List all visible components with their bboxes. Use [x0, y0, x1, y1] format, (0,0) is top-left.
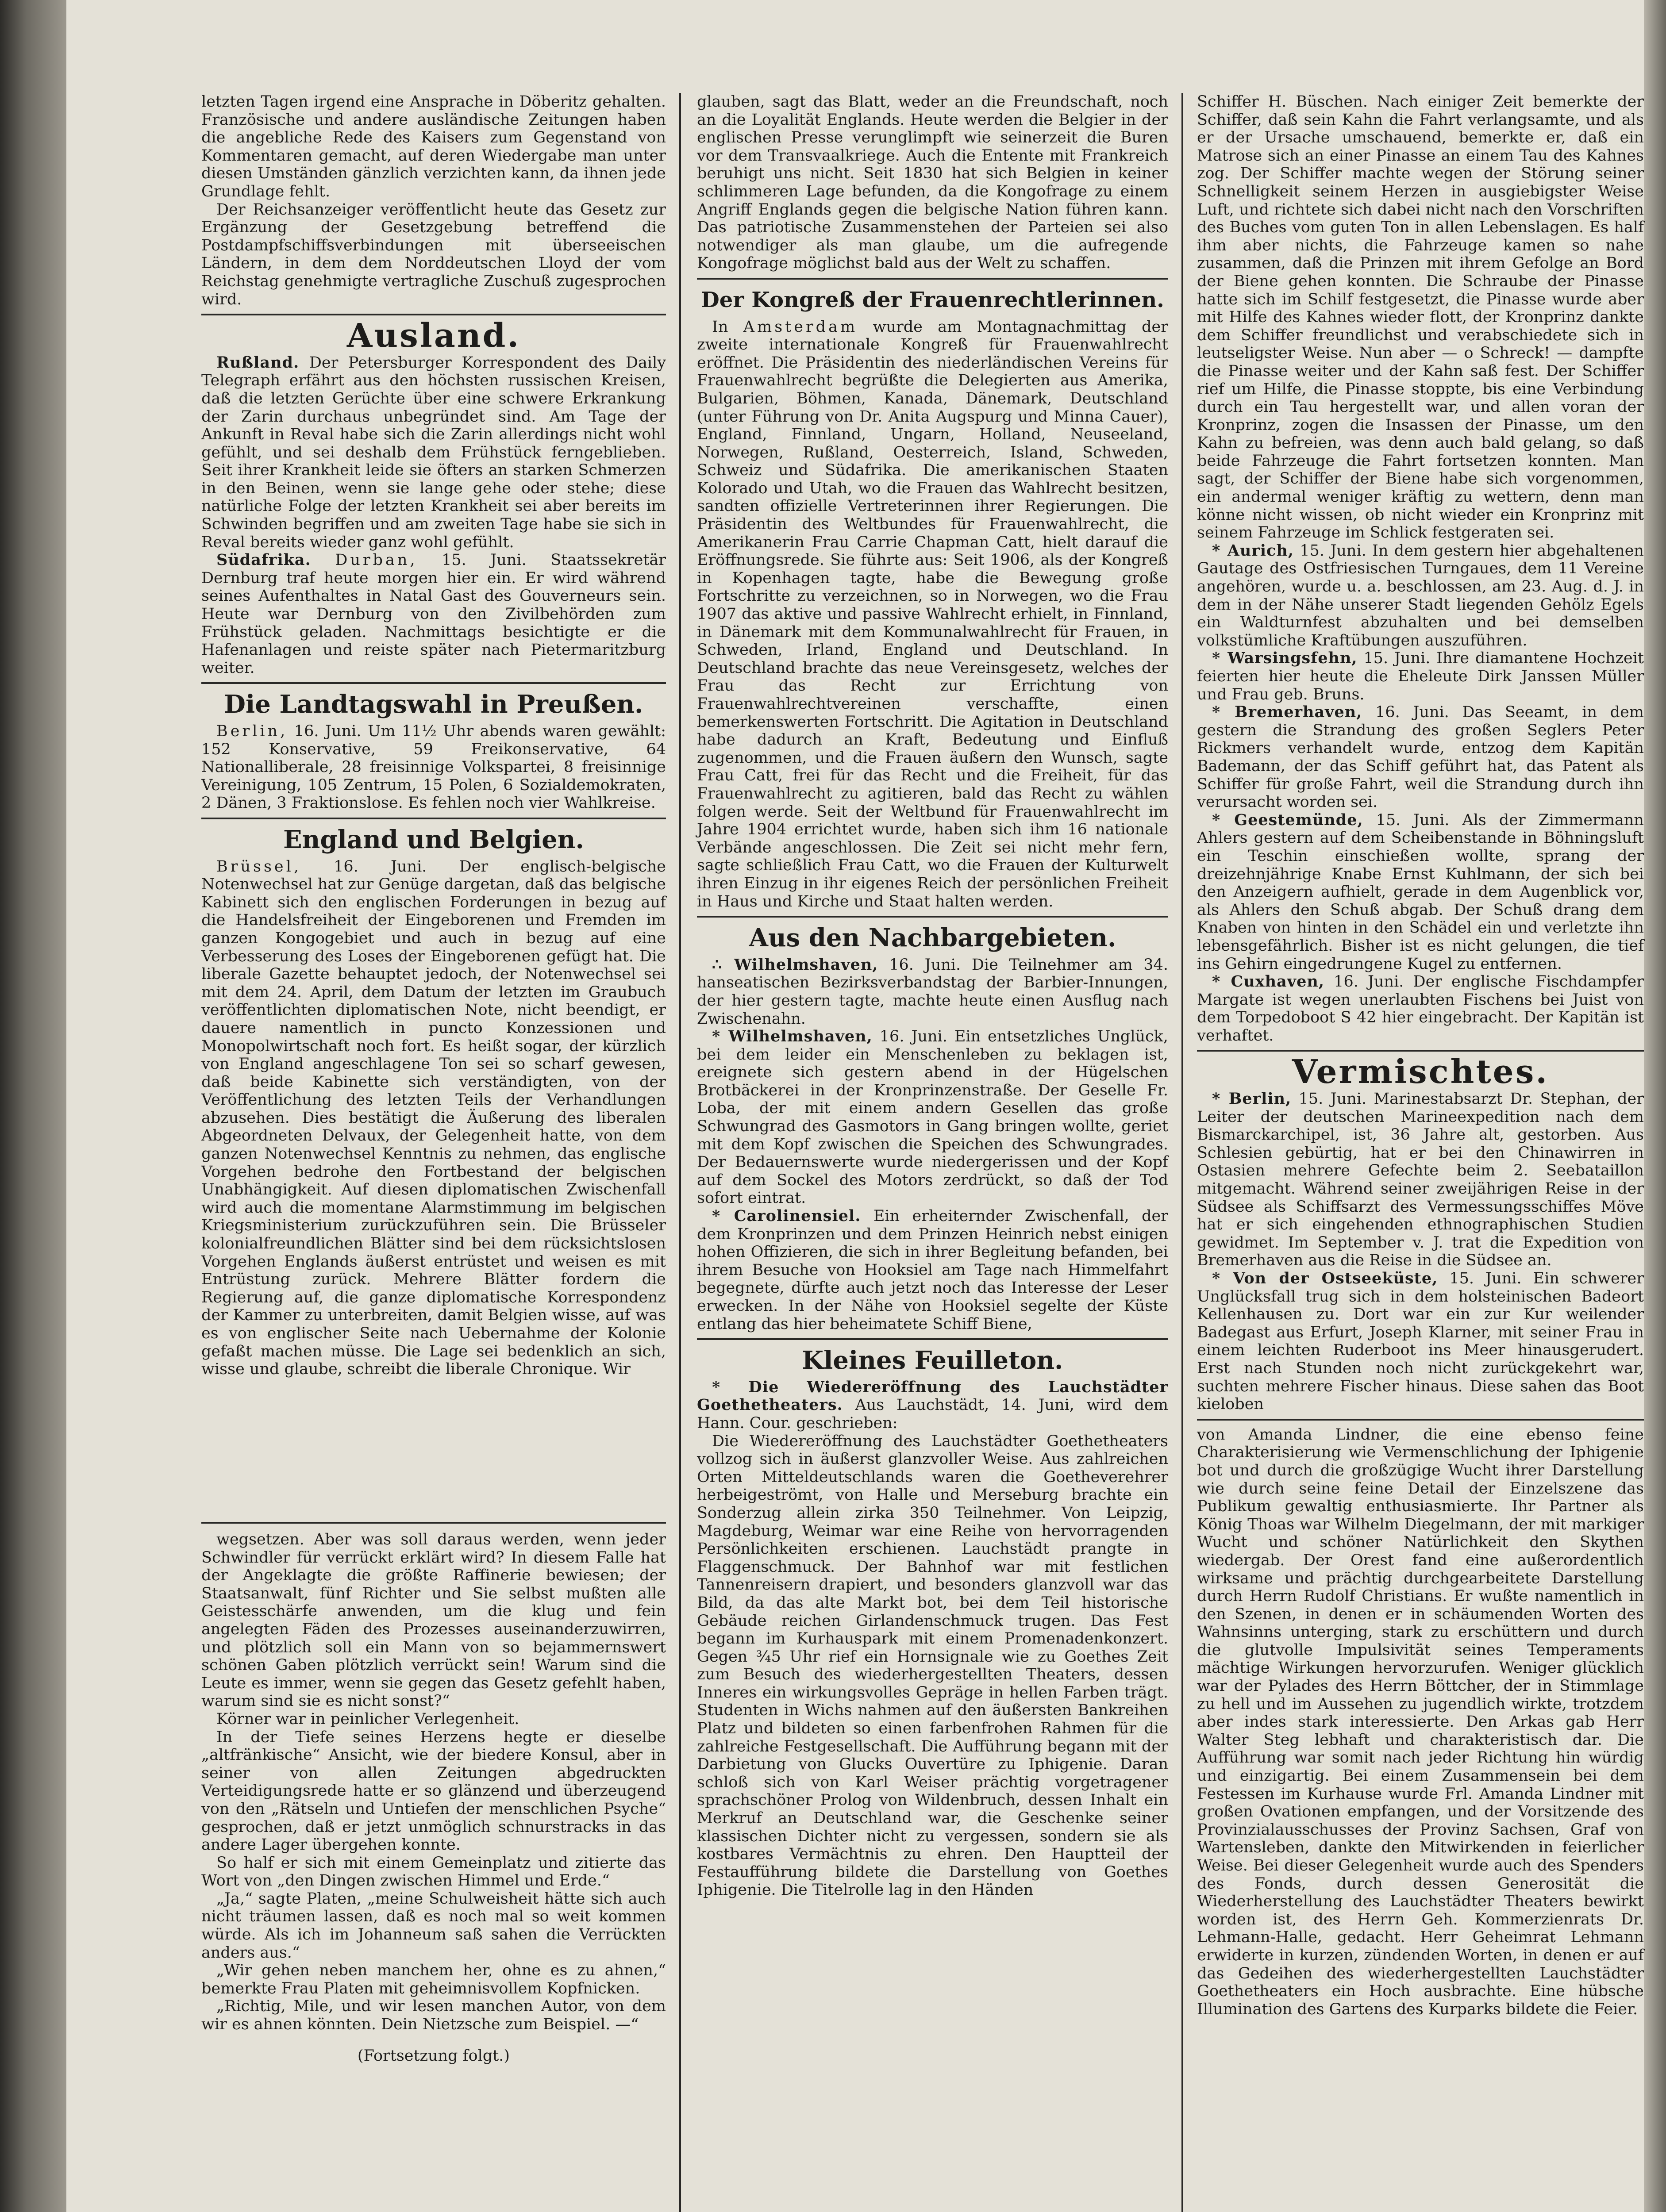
article-text: 15. Juni. Als der Zimmermann Ahlers gestern auf dem Scheibenstande in Böhningsluft ein Teschin einschießen wollte, sprang der dreizehnjährige Knabe Ernst Kuhlmann, der sich bei den Anzeigern aufhielt, gerade in dem Augenblick vor, als Ahlers den Schuß abgab. Der Schuß drang dem Knaben von hinten in den Schädel ein und verletzte ihn lebensgefährlich. Bisher ist es nicht gelungen, die tief ins Gehirn eingedrungene Kugel zu entfernen.	[1197, 811, 1644, 973]
article-text: 16. Juni. Der englisch-belgische Notenwechsel hat zur Genüge dargetan, daß das belgische Kabinett sich den englischen Forderungen in bezug auf die Handelsfreiheit der Eingeborenen und Fremden im ganzen Kongogebiet und auch in bezug auf eine Verbesserung des Loses der Eingeborenen gefügt hat. Die liberale Gazette behauptet jedoch, der Notenwechsel sei mit dem 24. April, dem Datum der letzten im Graubuch veröffentlichten diplomatischen Note, nicht beendigt, er dauere namentlich in puncto Konzessionen und Monopolwirtschaft noch fort. Es heißt sogar, der kürzlich von England angeschlagene Ton sei so scharf gewesen, daß beide Kabinette sich verständigten, von der Veröffentlichung des letzten Teils der Verhandlungen abzusehen. Dies bestätigt die Äußerung des liberalen Abgeordneten Delvaux, der Gelegenheit hatte, von dem ganzen Notenwechsel Kenntnis zu nehmen, das englische Vorgehen bedrohe den Fortbestand der belgischen Unabhängigkeit. Auf diesen diplomatischen Zwischenfall wird auch die momentane Alarmstimmung im belgischen Kriegsministerium zurückzuführen sein. Die Brüsseler kolonialfreundlichen Blätter sind bei dem rücksichtslosen Vorgehen Englands äußerst entrüstet und weisen es mit Entrüstung zurück. Mehrere Blätter fordern die Regierung auf, die ganze diplomatische Korrespondenz der Kammer zu unterbreiten, damit Belgien wisse, auf was es von englischer Seite nach Uebernahme der Kolonie gefaßt machen müsse. Die Lage sei bedenklich an sich, wisse und glaube, schreibt die liberale Chronique. Wir	[201, 857, 666, 1379]
article-text: 16. Juni. Um 11½ Uhr abends waren gewählt: 152 Konservative, 59 Freikonservative, 64 Nationalliberale, 28 freisinnige Volkspartei, 8 freisinnige Vereinigung, 105 Zentrum, 15 Polen, 6 Sozialdemokraten, 2 Dänen, 3 Fraktionslose. Es fehlen noch vier Wahlkreise.	[201, 722, 666, 812]
novel-paragraph: In der Tiefe seines Herzens hegte er dieselbe „altfränkische“ Ansicht, wie der biedere Konsul, aber in seiner von allen Zeitungen abgedruckten Verteidigungsrede hatte er so glänzend und überzeugend von den „Rätseln und Untiefen der menschlichen Psyche“ gesprochen, daß er jetzt unmöglich schnurstracks in das andere Lager übergehen konnte.	[201, 1728, 666, 1854]
article-text: 15. Juni. Staatssekretär Dernburg traf heute morgen hier ein. Er wird während seines Aufenthaltes in Natal Gast des Gouverneurs sein. Heute war Dernburg von den Zivilbehörden zum Frühstück geladen. Nachmittags besichtigte er die Hafenanlagen und reiste später nach Pietermaritzburg weiter.	[201, 551, 666, 677]
article-lead: * Die Wiedereröffnung des Lauchstädter Goethetheaters.	[697, 1378, 1168, 1414]
divider	[697, 916, 1168, 918]
column-3	[1197, 93, 1644, 2018]
divider	[697, 278, 1168, 280]
novel-paragraph: So half er sich mit einem Gemeinplatz und zitierte das Wort von „den Dingen zwischen Himmel und Erde.“	[201, 1854, 666, 1890]
page-fold	[1644, 0, 1666, 2212]
article-lead: ∴ Wilhelmshaven,	[712, 955, 878, 974]
article-text: Schiffer H. Büschen. Nach einiger Zeit bemerkte der Schiffer, daß sein Kahn die Fahrt verlangsamte, und als er der Ursache umschauend, bemerkte er, daß ein Matrose sich an einer Pinasse an einem Tau des Kahnes zog. Der Schiffer machte wegen der Störung seiner Schnelligkeit seinem Herzen in ausgiebigster Weise Luft, und richtete sich dabei nicht nach den Vorschriften des Buches vom guten Ton in allen Lebenslagen. Es half ihm aber nichts, die Fahrzeuge kamen so nahe zusammen, daß die Prinzen mit ihrem Gefolge an Bord der Biene gehen konnten. Die Schraube der Pinasse hatte sich im Schilf festgesetzt, die Pinasse wurde aber mit Hilfe des Kahnes wieder flott, der Kronprinz dankte dem Schiffer freundlichst und verabschiedete sich in leutseligster Weise. Nun aber — o Schreck! — dampfte die Pinasse weiter und der Kahn saß fest. Der Schiffer rief um Hilfe, die Pinasse stoppte, bis eine Verbindung durch ein Tau hergestellt war, und allen voran der Kronprinz, zogen die Insassen der Pinasse, um den Kahn zu befreien, was denn auch bald gelang, so daß beide Fahrzeuge die Fahrt fortsetzen konnten. Man sagt, der Schiffer der Biene habe sich vorgenommen, ein andermal weniger kräftig zu wettern, denn man könne nicht wissen, ob nicht wieder ein Kronprinz mit seinem Fahrzeuge im Schlick festgeraten sei.	[1197, 93, 1644, 542]
article-place: Amsterdam	[743, 318, 858, 336]
article-text: 15. Juni. In dem gestern hier abgehaltenen Gautage des Ostfriesischen Turngaues, dem 11 Vereine angehören, wurde u. a. beschlossen, am 23. Aug. d. J. in dem in der Nähe unserer Stadt liegenden Gehölz Egels ein Waldturnfest abzuhalten und bei demselben volkstümliche Kraftübungen auszuführen.	[1197, 541, 1644, 649]
feuilleton-continuation: von Amanda Lindner, die eine ebenso feine Charakterisierung wie Vermenschlichung der Iphigenie bot und durch die großzügige Wucht ihrer Darstellung wie durch seine feine Detail der Einzelszene das Publikum gewaltig enthusiasmierte. Ihr Partner als König Thoas war Wilhelm Diegelmann, der mit markiger Wucht und schöner Natürlichkeit den Skythen wiedergab. Der Orest fand eine außerordentlich wirksame und prächtig durchgearbeitete Darstellung durch Herrn Rudolf Christians. Er wußte namentlich in den Szenen, in denen er in schäumenden Worten des Wahnsinns unterging, stark zu erschüttern und durch die glutvolle Impulsivität seines Temperaments mächtige Wirkungen hervorzurufen. Weniger glücklich war der Pylades des Herrn Böttcher, der in Stimmlage zu hell und im Aussehen zu jugendlich wirkte, trotzdem aber indes stark interessierte. Den Arkas gab Herr Walter Steg lebhaft und charakteristisch dar. Die Aufführung war somit nach jeder Richtung hin würdig und einzigartig. Bei einem Zusammensein bei dem Festessen im Kurhause wurde Frl. Amanda Lindner mit großen Ovationen empfangen, und der Vorsitzende des Provinzialausschusses der Provinz Sachsen, Graf von Wartensleben, dankte den Mitwirkenden in feierlicher Weise. Bei dieser Gelegenheit wurde auch des Spenders des Fonds, durch dessen Generosität die Wiederherstellung des Lauchstädter Theaters bewirkt worden ist, des Herrn Geh. Kommerzienrats Dr. Lehmann-Halle, gedacht. Herr Geheimrat Lehmann erwiderte in kurzen, zündenden Worten, in denen er auf das Gedeihen des wiederhergestellten Lauchstädter Goethetheaters ein Hoch ausbrachte. Eine hübsche Illumination des Gartens des Kurparks bildete die Feier.	[1197, 1425, 1644, 2018]
divider	[1197, 1419, 1644, 1421]
divider	[1197, 1050, 1644, 1052]
article-lead: * Bremerhaven,	[1212, 703, 1362, 722]
article-lead: * Cuxhaven,	[1212, 972, 1325, 991]
article-text: Der Petersburger Korrespondent des Daily Telegraph erfährt aus den höchsten russischen Kreisen, daß die letzten Gerüchte über eine schwere Erkrankung der Zarin durchaus unbegründet sind. Am Tage der Ankunft in Reval habe sich die Zarin allerdings nicht wohl gefühlt, und sei deshalb dem Frühstück ferngeblieben. Seit ihrer Krankheit leide sie öfters an starken Schmerzen in den Beinen, wenn sie lange gehe oder stehe; diese natürliche Folge der letzten Krankheit sei aber bereits im Schwinden begriffen und am zweiten Tage habe sie sich in Reval bereits wieder ganz wohl gefühlt.	[201, 353, 666, 551]
article-lead: * Carolinensiel.	[712, 1207, 861, 1225]
article-place: Berlin,	[216, 722, 288, 740]
column-rule	[1181, 93, 1183, 2212]
article-lead: * Berlin,	[1212, 1090, 1292, 1108]
serial-novel	[201, 1531, 666, 2065]
article-text: Die Wiedereröffnung des Lauchstädter Goethetheaters vollzog sich in äußerst glanzvoller Weise. Aus zahlreichen Orten Mitteldeutschlands waren die Goetheverehrer herbeigeströmt, von Halle und Merseburg brachte ein Sonderzug allein zirka 350 Teilnehmer. Von Leipzig, Magdeburg, Weimar war eine Reihe von hervorragenden Persönlichkeiten erschienen. Lauchstädt prangte in Flaggenschmuck. Der Bahnhof war mit festlichen Tannenreisern drapiert, und besonders glanzvoll war das Bild, da das alte Markt bot, bei dem Teil historische Gebäude reichen Girlandenschmuck trugen. Das Fest begann im Kurhauspark mit einem Promenadenkonzert. Gegen ¾5 Uhr rief ein Hornsignale wie zu Goethes Zeit zum Besuch des wiederhergestellten Theaters, dessen Inneres ein wirkungsvolles Gepräge in hellen Farben trägt. Studenten in Wichs nahmen auf den äußersten Bankreihen Platz und bildeten so einen farbenfrohen Rahmen für die zahlreiche Festgesellschaft. Die Aufführung begann mit der Darbietung von Glucks Ouvertüre zu Iphigenie. Daran schloß sich von Karl Weiser prächtig vorgetragener sprachschöner Prolog von Wildenbruch, dessen Inhalt ein Merkruf an Deutschland war, die Geschenke seiner klassischen Dichter nicht zu vergessen, sondern sie als kostbares Vermächtnis zu ehren. Den Hauptteil der Festaufführung bildete die Darstellung von Goethes Iphigenie. Die Titelrolle lag in den Händen	[697, 1432, 1168, 1899]
article-subline: Aus Lauchstädt, 14. Juni, wird dem Hann. Cour. geschrieben:	[697, 1396, 1168, 1432]
article-lead: * Aurich,	[1212, 541, 1294, 560]
article-lead: * Wilhelmshaven,	[712, 1027, 873, 1046]
continuation-note: (Fortsetzung folgt.)	[357, 2047, 510, 2065]
divider	[201, 818, 666, 819]
section-heading: Kleines Feuilleton.	[802, 1346, 1063, 1375]
feuilleton-rule	[201, 1522, 666, 1524]
column-rule	[679, 93, 681, 2212]
article-text: wurde am Montagnachmittag der zweite internationale Kongreß für Frauenwahlrecht eröffnet. Die Präsidentin des niederländischen Vereins für Frauenwahlrecht begrüßte die Delegierten aus Amerika, Bulgarien, Böhmen, Kanada, Dänemark, Deutschland (unter Führung von Dr. Anita Augspurg und Minna Cauer), England, Finnland, Ungarn, Holland, Neuseeland, Norwegen, Rußland, Oesterreich, Island, Schweden, Schweiz und Südafrika. Die amerikanischen Staaten Kolorado und Utah, wo die Frauen das Wahlrecht besitzen, sandten offizielle Vertreterinnen ihrer Regierungen. Die Präsidentin des Weltbundes für Frauenwahlrecht, die Amerikanerin Frau Carrie Chapman Catt, hielt darauf die Eröffnungsrede. Sie führte aus: Seit 1906, als der Kongreß in Kopenhagen tagte, habe die Bewegung große Fortschritte zu verzeichnen, so in Norwegen, wo die Frau 1907 das aktive und passive Wahlrecht erhielt, in Finnland, in Dänemark mit dem Kommunalwahlrecht für Frauen, in Schweden, Irland, England und Deutschland. In Deutschland brachte das neue Vereinsgesetz, welches der Frau das Recht zur Errichtung von Frauenwahlrechtvereinen verschaffte, einen bemerkenswerten Fortschritt. Die Agitation in Deutschland habe dadurch an Kraft, Bedeutung und Einfluß zugenommen, und die Frauen äußern den Wunsch, sagte Frau Catt, frei für das Recht und die Freiheit, für das Frauenwahlrecht zu agitieren, bald das Recht zu wählen folgen werde. Seit der Weltbund für Frauenwahlrecht im Jahre 1904 errichtet wurde, haben sich ihm 16 nationale Verbände angeschlossen. Die Zeit sei nicht mehr fern, sagte schließlich Frau Catt, wo die Frauen der Kulturwelt ihren Einzug in ihr eigenes Reich der persönlichen Freiheit in Haus und Kirche und Staat halten werden.	[697, 318, 1168, 910]
novel-paragraph: wegsetzen. Aber was soll daraus werden, wenn jeder Schwindler für verrückt erklärt wird? In diesem Falle hat der Angeklagte die größte Raffinerie bewiesen; der Staatsanwalt, fünf Richter und Sie selbst mußten alle Geistesschärfe anwenden, um die klug und fein angelegten Fäden des Prozesses auseinanderzuwirren, und plötzlich soll ein Mann von so bejammernswert schönen Gaben plötzlich verrückt sein! Warum sind die Leute es immer, wenn sie gegen das Gesetz gefehlt haben, warum sind sie es nicht sonst?“	[201, 1531, 666, 1710]
section-heading: Vermischtes.	[1292, 1053, 1549, 1091]
article-text: 15. Juni. Ihre diamantene Hochzeit feierten hier heute die Eheleute Dirk Janssen Müller und Frau geb. Bruns.	[1197, 649, 1644, 703]
article-text: 16. Juni. Die Teilnehmer am 34. hanseatischen Bezirksverbandstag der Barbier-Innungen, der hier gestern tagte, machte heute einen Ausflug nach Zwischenahn.	[697, 956, 1168, 1028]
novel-paragraph: „Ja,“ sagte Platen, „meine Schulweisheit hätte sich auch nicht träumen lassen, daß es noch mal so weit kommen würde. Als ich im Johanneum saß sahen die Verrückten anders aus.“	[201, 1889, 666, 1962]
article-lead: Südafrika.	[216, 551, 311, 569]
column-1	[201, 93, 666, 1379]
article-text: Ein erheiternder Zwischenfall, der dem Kronprinzen und dem Prinzen Heinrich nebst einigen hohen Offizieren, die sich in ihrer Begleitung befanden, bei ihrem Besuche von Hooksiel am Tage nach Himmelfahrt begegnete, dürfte auch jetzt noch das Interesse der Leser erwecken. In der Nähe von Hooksiel segelte der Küste entlang das hier beheimatete Schiff Biene,	[697, 1207, 1168, 1333]
article-place: Brüssel,	[216, 857, 301, 876]
section-heading: Ausland.	[346, 317, 521, 355]
article-lead: Rußland.	[216, 353, 300, 372]
article-place: Durban,	[335, 551, 418, 569]
section-heading: Der Kongreß der Frauenrechtlerinnen.	[701, 287, 1164, 312]
section-heading: Aus den Nachbargebieten.	[749, 923, 1116, 953]
intro-paragraph: Der Reichsanzeiger veröffentlicht heute das Gesetz zur Ergänzung der Gesetzgebung betreffend die Postdampfschiffsverbindungen mit überseeischen Ländern, in dem dem Norddeutschen Lloyd der vom Reichstag genehmigte vertragliche Zuschuß zugesprochen wird.	[201, 200, 666, 308]
column-2: glauben, sagt das Blatt, weder an die Freundschaft, noch an die Loyalität Englands. Heute werden die Belgier in der englischen Presse verunglimpft wie seinerzeit die Buren vor dem Transvaalkriege. Auch die Entente mit Frankreich beruhigt uns nicht. Seit 1830 hat sich Belgien in keiner schlimmeren Lage befunden, da die Kongofrage zu einem Angriff Englands gegen die belgische Nation führen kann. Das patriotische Zusammenstehen der Parteien sei also notwendiger als man glaube, um die aufregende Kongofrage möglichst bald aus der Welt zu schaffen. Der Kongreß der Frauenrechtlerinnen. In Amsterdam wurde am Montagnachmittag der zweite internationale Kongreß für Frauenwahlrecht eröffnet. Die Präsidentin des niederländischen Vereins für Frauenwahlrecht begrüßte die Delegierten aus Amerika, Bulgarien, Böhmen, Kanada, Dänemark, Deutschland (unter Führung von Dr. Anita Augspurg und Minna Cauer), England, Finnland, Ungarn, Holland, Neuseeland, Norwegen, Rußland, Oesterreich, Island, Schweden, Schweiz und Südafrika. Die amerikanischen Staaten Kolorado und Utah, wo die Frauen das Wahlrecht besitzen, sandten offizielle Vertreterinnen ihrer Regierungen. Die Präsidentin des Weltbundes für Frauenwahlrecht, die Amerikanerin Frau Carrie Chapman Catt, hielt darauf die Eröffnungsrede. Sie führte aus: Seit 1906, als der Kongreß in Kopenhagen tagte, habe die Bewegung große Fortschritte zu verzeichnen, so in Norwegen, wo die Frau 1907 das aktive und passive Wahlrecht erhielt, in Finnland, in Dänemark mit dem Kommunalwahlrecht für Frauen, in Schweden, Irland, England und Deutschland. In Deutschland brachte das neue Vereinsgesetz, welches der Frau das Recht zur Errichtung von Frauenwahlrechtvereinen verschaffte, einen bemerkenswerten Fortschritt. Die Agitation in Deutschland habe dadurch an Kraft, Bedeutung und Einfluß zugenommen, und die Frauen äußern den Wunsch, sagte Frau Catt, frei für das Recht und die Freiheit, für das Frauenwahlrecht zu agitieren, bald das Recht zu wählen folgen werde. Seit der Weltbund für Frauenwahlrecht im Jahre 1904 errichtet wurde, haben sich ihm 16 nationale Verbände angeschlossen. Die Zeit sei nicht mehr fern, sagte schließlich Frau Catt, wo die Frauen der Kulturwelt ihren Einzug in ihr eigenes Reich der persönlichen Freiheit in Haus und Kirche und Staat halten werden. Aus den Nachbargebieten. ∴ Wilhelmshaven, 16. Juni. Die Teilnehmer am 34. hanseatischen Bezirksverbandstag der Barbier-Innungen, der hier gestern tagte, machte heute einen Ausflug nach Zwischenahn. * Wilhelmshaven, 16. Juni. Ein entsetzliches Unglück, bei dem leider ein Menschenleben zu beklagen ist, ereignete sich gestern abend in der Hügelschen Brotbäckerei in der Kronprinzenstraße. Der Geselle Fr. Loba, der mit einem andern Gesellen das große Schwungrad des Gasmotors in Gang bringen wollte, geriet mit dem Kopf zwischen die Speichen des Schwungrades. Der Bedauernswerte wurde niedergerissen und der Kopf auf dem Sockel des Motors zerdrückt, so daß der Tod sofort eintrat. * Carolinensiel. Ein erheiternder Zwischenfall, der dem Kronprinzen und dem Prinzen Heinrich nebst einigen hohen Offizieren, die sich in ihrer Begleitung befanden, bei ihrem Besuche von Hooksiel am Tage nach Himmelfahrt begegnete, dürfte auch jetzt noch das Interesse der Leser erwecken. In der Nähe von Hooksiel segelte der Küste entlang das hier beheimatete Schiff Biene, Kleines Feuilleton. * Die Wiedereröffnung des Lauchstädter Goethetheaters. Aus Lauchstädt, 14. Juni, wird dem Hann. Cour. geschrieben: Die Wiedereröffnung des Lauchstädter Goethetheaters vollzog sich in äußerst glanzvoller Weise. Aus zahlreichen Orten Mitteldeutschlands waren die Goetheverehrer herbeigeströmt, von Halle und Merseburg brachte ein Sonderzug allein zirka 350 Teilnehmer. Von Leipzig, Magdeburg, Weimar war eine Reihe von hervorragenden Persönlichkeiten erschienen. Lauchstädt prangte in Flaggenschmuck. Der Bahnhof war mit festlichen Tannenreisern drapiert, und besonders glanzvoll war das Bild, da das alte Markt bot, bei dem Teil historische Gebäude reichen Girlandenschmuck trugen. Das Fest begann im Kurhauspark mit einem Promenadenkonzert. Gegen ¾5 Uhr rief ein Hornsignale wie zu Goethes Zeit zum Besuch des wiederhergestellten Theaters, dessen Inneres ein wirkungsvolles Gepräge in hellen Farben trägt. Studenten in Wichs nahmen auf den äußersten Bankreihen Platz und bildeten so einen farbenfrohen Rahmen für die zahlreiche Festgesellschaft. Die Aufführung begann mit der Darbietung von Glucks Ouvertüre zu Iphigenie. Daran schloß sich von Karl Weiser prächtig vorgetragener sprachschöner Prolog von Wildenbruch, dessen Inhalt ein Merkruf an Deutschland war, die Geschenke seiner klassischen Dichter nicht zu vergessen, sondern sie als kostbares Vermächtnis zu ehren. Den Hauptteil der Festaufführung bildete die Darstellung von Goethes Iphigenie. Die Titelrolle lag in den Händen	[697, 93, 1168, 1899]
divider	[201, 682, 666, 684]
article-text: 15. Juni. Ein schwerer Unglücksfall trug sich in dem holsteinischen Badeort Kellenhausen zu. Dort war ein zur Kur weilender Badegast aus Erfurt, Joseph Klarner, mit seiner Frau in einem leichten Ruderboot ins Meer hinausgerudert. Erst nach Stunden noch nicht zurückgekehrt war, suchten mehrere Fischer hinaus. Diese sahen das Boot kieloben	[1197, 1270, 1644, 1413]
divider	[201, 314, 666, 315]
article-text: glauben, sagt das Blatt, weder an die Freundschaft, noch an die Loyalität Englands. Heute werden die Belgier in der englischen Presse verunglimpft wie seinerzeit die Buren vor dem Transvaalkriege. Auch die Entente mit Frankreich beruhigt uns nicht. Seit 1830 hat sich Belgien in keiner schlimmeren Lage befunden, da die Kongofrage zu einem Angriff Englands gegen die belgische Nation führen kann. Das patriotische Zusammenstehen der Parteien sei also notwendiger als man glaube, um die aufregende Kongofrage möglichst bald aus der Welt zu schaffen.	[697, 93, 1168, 273]
novel-paragraph: „Wir gehen neben manchem her, ohne es zu ahnen,“ bemerkte Frau Platen mit geheimnisvollem Kopfnicken.	[201, 1962, 666, 1997]
novel-paragraph: Körner war in peinlicher Verlegenheit.	[216, 1710, 519, 1728]
article-lead: * Von der Ostseeküste,	[1212, 1269, 1438, 1287]
article-text: 16. Juni. Ein entsetzliches Unglück, bei dem leider ein Menschenleben zu beklagen ist, ereignete sich gestern abend in der Hügelschen Brotbäckerei in der Kronprinzenstraße. Der Geselle Fr. Loba, der mit einem andern Gesellen das große Schwungrad des Gasmotors in Gang bringen wollte, geriet mit dem Kopf zwischen die Speichen des Schwungrades. Der Bedauernswerte wurde niedergerissen und der Kopf auf dem Sockel des Motors zerdrückt, so daß der Tod sofort eintrat.	[697, 1028, 1168, 1207]
intro-paragraph: letzten Tagen irgend eine Ansprache in Döberitz gehalten. Französische und andere ausländische Zeitungen haben die angebliche Rede des Kaisers zum Gegenstand von Kommentaren gemacht, auf deren Wiedergabe man unter diesen Umständen gänzlich verzichten kann, da ihnen jede Grundlage fehlt.	[201, 93, 666, 200]
article-lead: * Geestemünde,	[1212, 810, 1363, 829]
article-text: 15. Juni. Marinestabsarzt Dr. Stephan, der Leiter der deutschen Marineexpedition nach dem Bismarckarchipel, ist, 36 Jahre alt, gestorben. Aus Schlesien gebürtig, hat er bei den Chinawirren in Ostasien mehrere Gefechte beim 2. Seebataillon mitgemacht. Während seiner zweijährigen Reise in der Südsee als Schiffsarzt des Vermessungsschiffes Möve hat er sich eingehenden ethnographischen Studien gewidmet. Im September v. J. trat die Expedition von Bremerhaven aus die Reise in die Südsee an.	[1197, 1090, 1644, 1270]
section-heading: Die Landtagswahl in Preußen.	[224, 690, 643, 719]
novel-paragraph: „Richtig, Mile, und wir lesen manchen Autor, von dem wir es ahnen könnten. Dein Nietzsche zum Beispiel. —“	[201, 1997, 666, 2034]
page-edge	[0, 0, 66, 2212]
section-heading: England und Belgien.	[283, 825, 585, 854]
divider	[697, 1338, 1168, 1340]
article-text: 16. Juni. Der englische Fischdampfer Margate ist wegen unerlaubten Fischens bei Juist von dem Torpedoboot S 42 hier eingebracht. Der Kapitän ist verhaftet.	[1197, 973, 1644, 1045]
article-lead: * Warsingsfehn,	[1212, 649, 1358, 668]
article-text: 16. Juni. Das Seeamt, in dem gestern die Strandung des großen Seglers Peter Rickmers verhandelt wurde, entzog dem Kapitän Bademann, der das Schiff geführt hat, das Patent als Schiffer für große Fahrt, weil die Strandung durch ihn verursacht worden sei.	[1197, 703, 1644, 811]
